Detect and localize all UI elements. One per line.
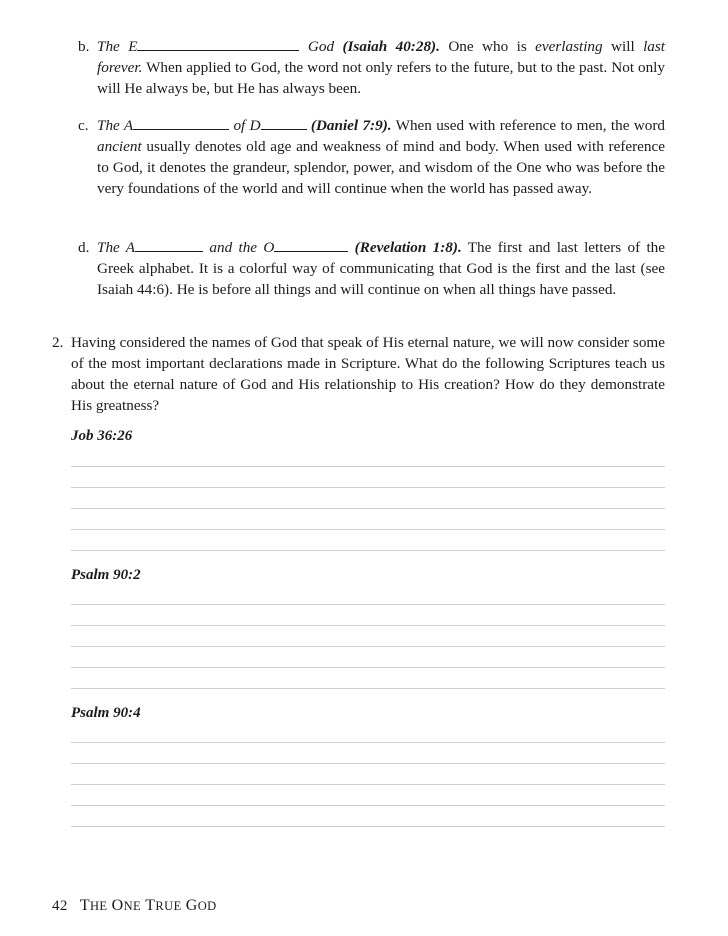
answer-line[interactable] xyxy=(71,826,665,827)
item-c-title-mid: of D xyxy=(233,117,261,134)
answer-line[interactable] xyxy=(71,466,665,467)
item-c-reference: (Daniel 7:9). xyxy=(310,117,392,134)
item-b-emph-1: everlasting xyxy=(535,38,603,55)
item-d-marker: d. xyxy=(78,239,90,256)
title-cap: O xyxy=(111,897,124,914)
item-c-blank-2[interactable] xyxy=(261,116,307,130)
item-b-text-1: One who is xyxy=(448,38,536,55)
item-b-title-post: God xyxy=(307,38,335,55)
scripture-heading-job-36-26: Job 36:26 xyxy=(71,428,133,444)
item-b-paragraph xyxy=(97,36,665,99)
title-cap: T xyxy=(79,897,90,914)
answer-line[interactable] xyxy=(71,625,665,626)
page-footer xyxy=(52,897,217,915)
item-b-blank[interactable] xyxy=(137,37,299,51)
item-c-blank-1[interactable] xyxy=(133,116,229,130)
answer-line[interactable] xyxy=(71,763,665,764)
item-c-title-pre: The A xyxy=(97,117,134,134)
item-d-text-1: The first and last letters of the Greek alphabet. It is a colorful way of communicating that God is the first and the last (see Isaiah 44:6). He is before all things and will continue on when all things have passed. xyxy=(97,239,666,298)
answer-line[interactable] xyxy=(71,646,665,647)
item-c-emph-1: ancient xyxy=(97,138,142,155)
item-d-blank-1[interactable] xyxy=(135,238,203,252)
item-b-title-pre: The E xyxy=(97,38,138,55)
item-d-blank-2[interactable] xyxy=(274,238,348,252)
item-c-text-2: usually denotes old age and weakness of mind and body. When used with reference to God, it denotes the grandeur, splendor, power, and wisdom of the One who was before the very foundations of the world and will continue when the world has passed away. xyxy=(97,138,665,197)
answer-line[interactable] xyxy=(71,550,665,551)
scripture-heading-psalm-90-2: Psalm 90:2 xyxy=(71,567,141,583)
item-b-text-2: will xyxy=(602,38,644,55)
item-b-reference: (Isaiah 40:28). xyxy=(342,38,440,55)
item-d-title-mid: and the O xyxy=(209,239,275,256)
item-b-emph-2: last forever. xyxy=(97,38,666,76)
item-d-reference: (Revelation 1:8). xyxy=(354,239,462,256)
item-c-paragraph xyxy=(97,115,665,199)
title-rest: RUE xyxy=(155,899,182,913)
title-cap: G xyxy=(185,897,198,914)
title-cap: T xyxy=(145,897,156,914)
item-b-text-3: When applied to God, the word not only refers to the future, but to the past. Not only will He always be, but He has always been. xyxy=(97,59,665,97)
answer-line[interactable] xyxy=(71,805,665,806)
title-rest: NE xyxy=(123,899,142,913)
item-d-paragraph xyxy=(97,237,665,300)
answer-line[interactable] xyxy=(71,487,665,488)
answer-line[interactable] xyxy=(71,742,665,743)
item-b-marker: b. xyxy=(78,38,90,55)
question-2-text: Having considered the names of God that speak of His eternal nature, we will now consider some of the most important declarations made in Scripture. What do the following Scriptures teach us about the eternal nature of God and His relationship to His creation? How do they demonstrate His greatness? xyxy=(71,334,665,414)
title-rest: HE xyxy=(90,899,108,913)
answer-line[interactable] xyxy=(71,784,665,785)
page-number: 42 xyxy=(52,898,68,914)
answer-line[interactable] xyxy=(71,667,665,668)
item-d-title-pre: The A xyxy=(97,239,136,256)
running-title xyxy=(80,898,217,914)
answer-line[interactable] xyxy=(71,508,665,509)
item-c-text-1: When used with reference to men, the word xyxy=(391,117,665,134)
item-c-marker: c. xyxy=(78,117,89,134)
answer-line[interactable] xyxy=(71,529,665,530)
answer-line[interactable] xyxy=(71,604,665,605)
question-2-number: 2. xyxy=(52,334,64,351)
answer-line[interactable] xyxy=(71,688,665,689)
title-rest: OD xyxy=(197,899,217,913)
scripture-heading-psalm-90-4: Psalm 90:4 xyxy=(71,705,141,721)
